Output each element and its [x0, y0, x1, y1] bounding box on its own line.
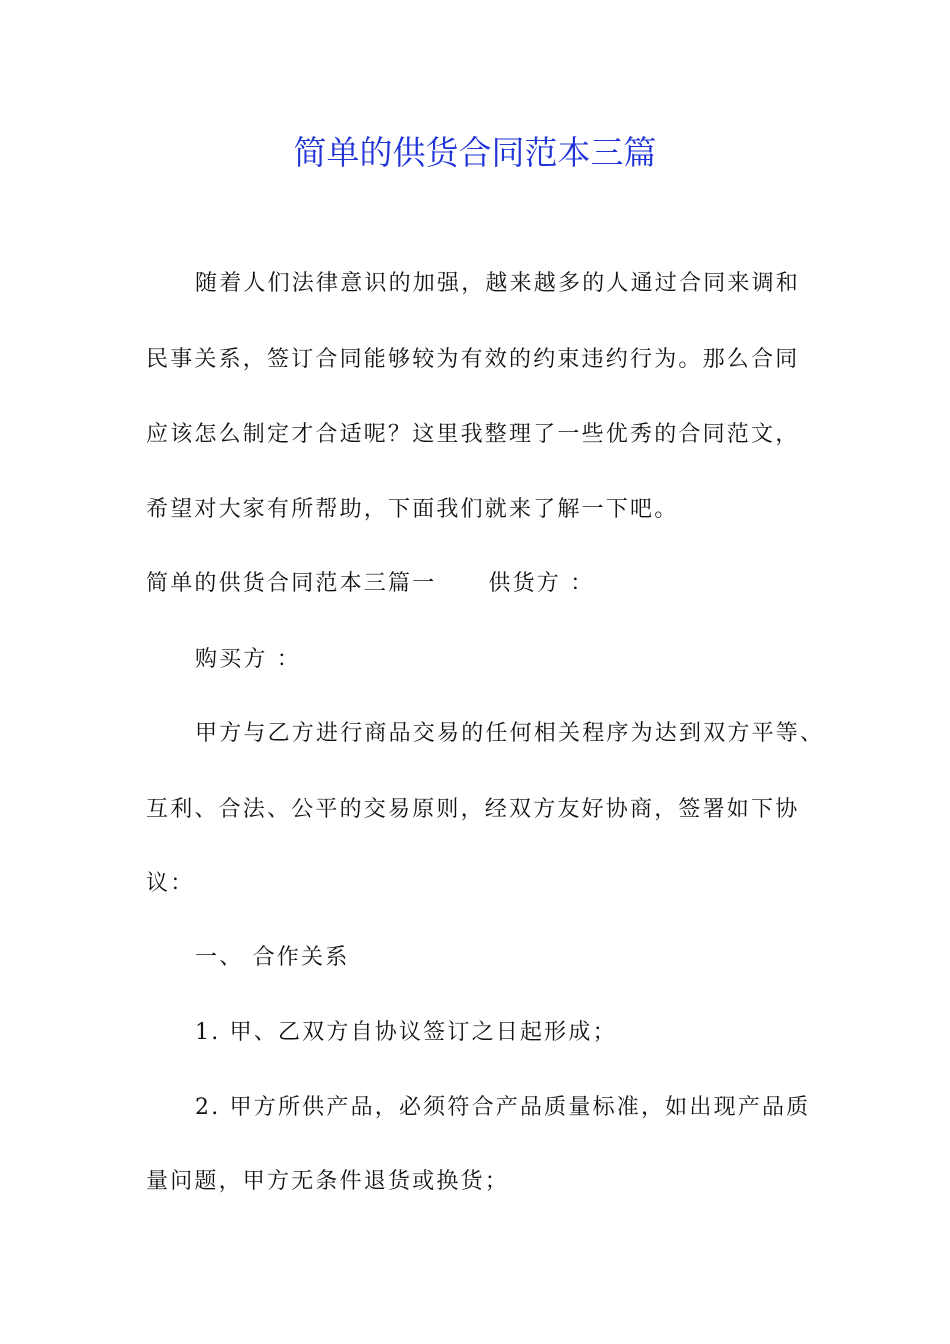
clause-item-1: 1. 甲、乙双方自协议签订之日起形成；: [195, 1020, 617, 1045]
document-title: 简单的供货合同范本三篇: [293, 133, 657, 172]
intro-line-3: 应该怎么制定才合适呢？这里我整理了一些优秀的合同范文，: [146, 422, 800, 447]
supplier-label: 供货方 ：: [488, 571, 595, 596]
clause-item-2-line-1: 2. 甲方所供产品，必须符合产品质量标准，如出现产品质: [195, 1095, 811, 1120]
intro-line-4: 希望对大家有所帮助，下面我们就来了解一下吧。: [146, 497, 679, 522]
section-heading-row: [146, 569, 826, 599]
buyer-label: 购买方 ：: [195, 647, 301, 672]
intro-line-1: 随着人们法律意识的加强，越来越多的人通过合同来调和: [195, 271, 801, 296]
preamble-line-1: 甲方与乙方进行商品交易的任何相关程序为达到双方平等、: [195, 721, 825, 746]
section-heading: 简单的供货合同范本三篇一: [146, 571, 437, 596]
preamble-line-3: 议：: [146, 871, 195, 896]
preamble-line-2: 互利、合法、公平的交易原则，经双方友好协商，签署如下协: [146, 797, 800, 822]
clause-item-2-line-2: 量问题，甲方无条件退货或换货；: [146, 1169, 510, 1194]
intro-line-2: 民事关系，签订合同能够较为有效的约束违约行为。那么合同: [146, 347, 800, 372]
clause-heading: 一、 合作关系: [195, 945, 350, 970]
